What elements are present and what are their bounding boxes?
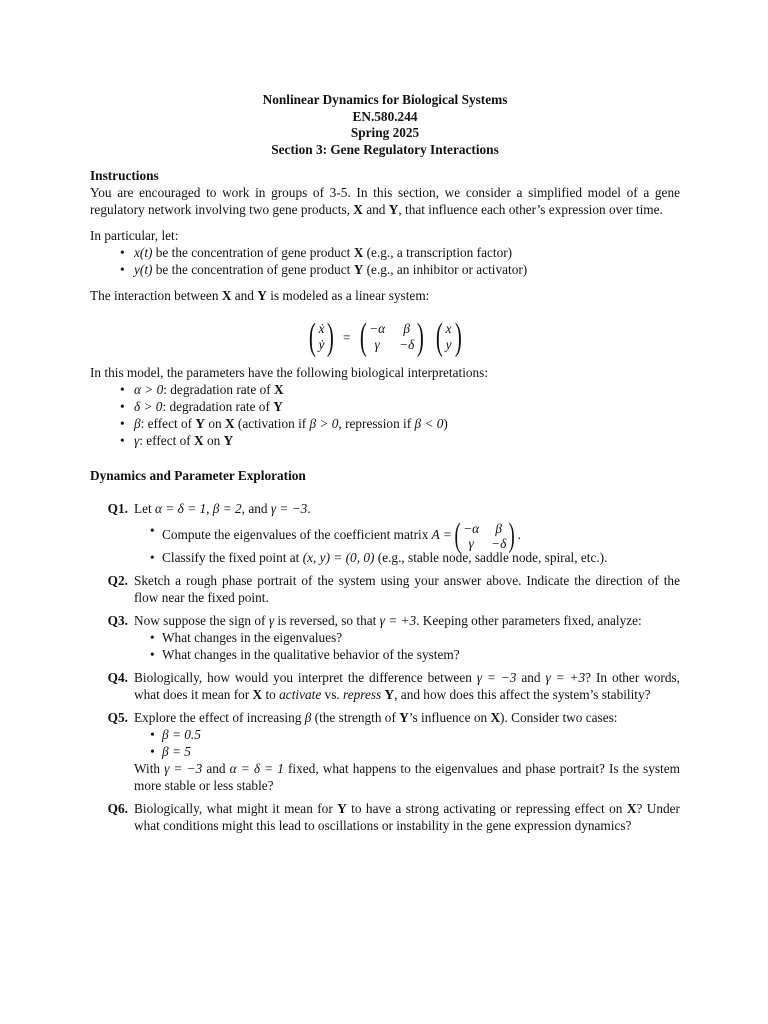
instructions-heading: Instructions — [90, 168, 159, 183]
math-inline: γ = +3 — [545, 669, 586, 685]
gene-x-label: X — [353, 245, 364, 260]
gene-x-label: X — [353, 202, 363, 217]
question-body — [134, 709, 680, 794]
text-run: You are encouraged to work in groups of 3-5. In this section, we consider a simplified model of a gene regulatory network involving two gene products, — [90, 185, 680, 217]
text-run: and — [362, 202, 389, 217]
question-q3 — [90, 612, 680, 663]
gene-y-label: Y — [353, 262, 364, 277]
text-run: (the strength of — [311, 709, 400, 725]
text-run: (e.g., stable node, saddle node, spiral, etc.). — [374, 549, 608, 565]
lhs-vector: ( ẋ ẏ ) — [308, 316, 335, 358]
question-number: Q6. — [107, 800, 128, 816]
gene-x-label: X — [221, 288, 232, 303]
list-item — [120, 398, 680, 415]
question-text: Sketch a rough phase portrait of the system using your answer above. Indicate the direction of the flow near the fixed point. — [134, 572, 680, 605]
text-run: The interaction between — [90, 288, 222, 303]
question-text — [134, 669, 680, 703]
question-number: Q2. — [107, 572, 128, 588]
text-run: (e.g., an inhibitor or activator) — [363, 262, 528, 277]
matrix-entry: x — [445, 321, 452, 336]
text-run: and — [202, 760, 230, 776]
list-item: • β = 5 — [150, 743, 680, 760]
matrix-entry: ẏ — [318, 337, 325, 352]
math-inline: β — [304, 709, 312, 725]
parameter-list — [90, 381, 680, 449]
text-run: vs. — [321, 686, 344, 702]
gene-y-label: Y — [337, 800, 347, 816]
text-run: ? Under what conditions might this lead to oscillations or instability in the gene expression dynamics? — [134, 800, 680, 833]
matrix-entry: −δ — [491, 535, 507, 551]
math-gamma: γ — [134, 433, 140, 448]
math-inline: A = — [431, 527, 452, 542]
question-text — [134, 500, 680, 517]
math-beta: β — [134, 416, 141, 431]
activate-term: activate — [279, 686, 322, 702]
list-item — [120, 244, 680, 261]
gene-x-label: X — [252, 686, 263, 702]
question-q2 — [90, 572, 680, 606]
text-run: : effect of — [140, 416, 196, 431]
text-run: , repression if — [338, 416, 415, 431]
text-run: on — [203, 433, 224, 448]
text-run: is reversed, so that — [274, 612, 380, 628]
math-x-t: x(t) — [134, 245, 153, 260]
math-inline: γ — [268, 612, 275, 628]
linear-system-equation — [90, 318, 680, 356]
text-run: to have a strong activating or repressing effect on — [346, 800, 627, 816]
equals-sign: = — [343, 329, 351, 345]
text-run: fixed, what happens to the eigenvalues and phase portrait? Is the system more stable or less stable? — [134, 760, 680, 793]
math-alpha: α > 0 — [134, 382, 164, 397]
question-number: Q3. — [107, 612, 128, 628]
coefficient-matrix: ( −α β γ −δ ) — [359, 316, 425, 358]
text-run: to — [262, 686, 280, 702]
math-inline: β = 2 — [212, 501, 242, 516]
math-inline: γ = −3 — [476, 669, 517, 685]
gene-y-label: Y — [223, 433, 234, 448]
question-number: Q1. — [107, 501, 128, 516]
math-y-t: y(t) — [134, 262, 153, 277]
question-q6 — [90, 800, 680, 834]
question-body — [134, 500, 680, 566]
text-run: be the concentration of gene product — [152, 262, 354, 277]
text-run: Biologically, what might it mean for — [134, 800, 338, 816]
text-run: : effect of — [139, 433, 195, 448]
gene-y-label: Y — [384, 686, 395, 702]
text-run: , and how does this affect the system’s stability? — [394, 686, 651, 702]
text-run: , that influence each other’s expression over time. — [398, 202, 663, 217]
gene-x-label: X — [274, 382, 284, 397]
text-run: be the concentration of gene product — [152, 245, 354, 260]
matrix-entry: −α — [369, 321, 386, 336]
text-run: With — [134, 760, 165, 776]
math-inline: α = δ = 1 — [229, 760, 284, 776]
gene-y-label: Y — [273, 399, 283, 414]
list-item — [120, 261, 680, 278]
question-text — [134, 709, 680, 726]
text-run: . — [307, 501, 311, 516]
question-text — [134, 800, 680, 834]
math-inline: (x, y) = (0, 0) — [302, 549, 375, 565]
list-item — [120, 381, 680, 398]
math-inline: β < 0 — [414, 416, 444, 431]
matrix-entry: −δ — [399, 337, 415, 352]
interpretation-intro: In this model, the parameters have the following biological interpretations: — [90, 365, 489, 380]
text-run: , and — [241, 501, 271, 516]
text-run: is modeled as a linear system: — [266, 288, 430, 303]
math-inline: β > 0 — [309, 416, 339, 431]
text-run: . — [517, 527, 521, 542]
sub-list — [134, 726, 680, 760]
text-run: , — [206, 501, 213, 516]
question-q4 — [90, 669, 680, 703]
question-number: Q4. — [107, 669, 128, 685]
instructions-paragraph — [90, 184, 680, 218]
repress-term: repress — [343, 686, 382, 702]
math-inline: α = δ = 1 — [155, 501, 207, 516]
matrix-entry: γ — [468, 535, 474, 551]
gene-x-label: X — [490, 709, 501, 725]
dynamics-heading: Dynamics and Parameter Exploration — [90, 468, 306, 483]
text-run: Compute the eigenvalues of the coefficient matrix — [162, 527, 432, 542]
text-run: : degradation rate of — [162, 399, 274, 414]
in-particular-text: In particular, let: — [90, 228, 179, 243]
text-run: Classify the fixed point at — [162, 549, 303, 565]
text-run: ? In other words, what does it mean for — [134, 669, 680, 702]
title-block — [90, 92, 680, 158]
definition-list — [90, 244, 680, 278]
gene-x-label: X — [224, 416, 235, 431]
question-q1 — [90, 500, 680, 566]
text-run: and — [516, 669, 546, 685]
text-run: (e.g., a transcription factor) — [363, 245, 513, 260]
gene-x-label: X — [626, 800, 637, 816]
text-run: (activation if — [234, 416, 310, 431]
list-item — [120, 432, 680, 449]
list-item — [150, 549, 680, 566]
interaction-text — [90, 287, 680, 304]
text-run: Biologically, how would you interpret the difference between — [134, 669, 477, 685]
matrix-entry: y — [445, 337, 452, 352]
question-number: Q5. — [107, 709, 128, 725]
gene-y-label: Y — [257, 288, 267, 303]
math-inline: γ = −3 — [164, 760, 203, 776]
list-item: • What changes in the eigenvalues? — [150, 629, 680, 646]
matrix-entry: ẋ — [318, 321, 325, 336]
gene-x-label: X — [194, 433, 204, 448]
list-item — [150, 516, 680, 554]
inline-coefficient-matrix: ( −α β γ −δ ) — [454, 516, 516, 554]
text-run: ’s influence on — [408, 709, 491, 725]
gene-y-label: Y — [388, 202, 399, 217]
math-inline: γ = +3 — [379, 612, 417, 628]
gene-y-label: Y — [195, 416, 205, 431]
text-run: and — [231, 288, 258, 303]
question-text — [134, 612, 680, 629]
text-run: . Keeping other parameters fixed, analyze: — [416, 612, 642, 628]
matrix-entry: −α — [463, 520, 480, 536]
matrix-entry: γ — [374, 337, 380, 352]
text-run: on — [205, 416, 225, 431]
matrix-entry: β — [403, 321, 411, 336]
text-run: : degradation rate of — [163, 382, 275, 397]
text-run: Now suppose the sign of — [134, 612, 269, 628]
course-code: EN.580.244 — [352, 108, 418, 124]
course-title: Nonlinear Dynamics for Biological Systems — [262, 92, 508, 107]
course-term: Spring 2025 — [350, 125, 420, 140]
question-followup — [134, 760, 680, 794]
document-page — [90, 92, 680, 840]
math-inline: γ = −3 — [270, 501, 308, 516]
math-delta: δ > 0 — [134, 399, 163, 414]
text-run: Let — [134, 501, 156, 516]
list-item: • β = 0.5 — [150, 726, 680, 743]
section-title: Section 3: Gene Regulatory Interactions — [271, 141, 499, 157]
text-run: ) — [443, 416, 448, 431]
sub-list — [134, 629, 680, 663]
gene-y-label: Y — [399, 709, 409, 725]
rhs-vector: ( x y ) — [435, 316, 462, 358]
list-item: • What changes in the qualitative behavior of the system? — [150, 646, 680, 663]
sub-list — [134, 516, 680, 566]
question-body — [134, 612, 680, 663]
question-q5 — [90, 709, 680, 794]
matrix-entry: β — [495, 520, 503, 536]
list-item — [120, 415, 680, 432]
text-run: ). Consider two cases: — [500, 709, 618, 725]
text-run: Explore the effect of increasing — [134, 709, 305, 725]
